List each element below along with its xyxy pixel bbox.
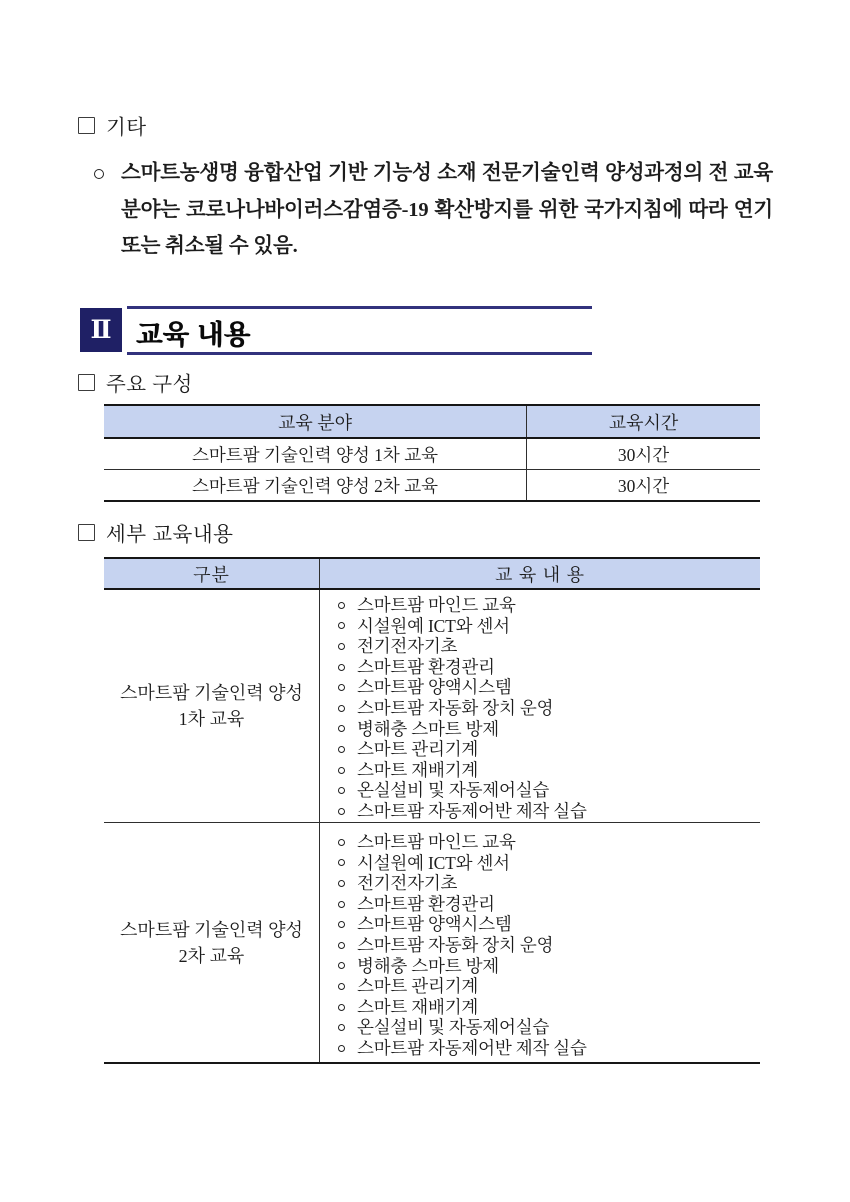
detail-col-header-content: 교 육 내 용 [494, 564, 586, 585]
table-row [104, 469, 760, 500]
circle-bullet-icon [338, 921, 345, 928]
summary-section-heading [78, 367, 193, 397]
checkbox-icon [78, 117, 95, 134]
detail-row1-items [320, 590, 760, 822]
summary-col-header-field: 교육 분야 [104, 406, 527, 437]
list-item: 스마트 관리기계 [338, 739, 754, 760]
list-item: 스마트팜 자동화 장치 운영 [338, 935, 754, 956]
circle-bullet-icon [338, 808, 345, 815]
list-item: 온실설비 및 자동제어실습 [338, 1017, 754, 1038]
detail-col-header-category: 구분 [104, 559, 320, 588]
summary-table-header-row [104, 406, 760, 439]
notice-paragraph: 스마트농생명 융합산업 기반 기능성 소재 전문기술인력 양성과정의 전 교육 분야는 코로나나바이러스감염증-19 확산방지를 위한 국가지침에 따라 연기 또는 취소될 수 있음. [121, 162, 773, 257]
list-item: 병해충 스마트 방제 [338, 956, 754, 977]
list-item: 시설원예 ICT와 센서 [338, 853, 754, 874]
section-rule-bottom [127, 352, 592, 355]
circle-bullet-icon [338, 602, 345, 609]
category-line: 스마트팜 기술인력 양성 [120, 683, 303, 703]
summary-row2-hours: 30시간 [617, 475, 670, 496]
circle-bullet-icon [338, 664, 345, 671]
detail-table-header-row [104, 559, 760, 590]
list-item: 스마트 재배기계 [338, 997, 754, 1018]
detail-section-label: 세부 교육내용 [106, 524, 234, 546]
section-rule-top [127, 306, 592, 309]
summary-section-label: 주요 구성 [106, 374, 193, 396]
list-item: 스마트 관리기계 [338, 976, 754, 997]
list-item: 스마트팜 양액시스템 [338, 677, 754, 698]
list-item: 스마트 재배기계 [338, 760, 754, 781]
circle-bullet-icon [338, 787, 345, 794]
list-item: 병해충 스마트 방제 [338, 719, 754, 740]
list-item: 전기전자기초 [338, 636, 754, 657]
circle-bullet-icon [338, 622, 345, 629]
circle-bullet-icon [338, 1045, 345, 1052]
category-line: 1차 교육 [178, 709, 245, 729]
summary-row1-field: 스마트팜 기술인력 양성 1차 교육 [104, 439, 527, 469]
circle-bullet-icon [338, 983, 345, 990]
list-item: 스마트팜 마인드 교육 [338, 595, 754, 616]
category-line: 스마트팜 기술인력 양성 [120, 919, 303, 940]
detail-table [104, 557, 760, 1064]
list-item: 스마트팜 자동제어반 제작 실습 [338, 1038, 754, 1059]
list-item: 시설원예 ICT와 센서 [338, 616, 754, 637]
circle-bullet-icon [338, 746, 345, 753]
circle-bullet-icon [338, 1004, 345, 1011]
circle-bullet-icon [338, 901, 345, 908]
table-row [104, 822, 760, 1062]
section-title: 교육 내용 [136, 320, 251, 350]
list-item: 스마트팜 마인드 교육 [338, 832, 754, 853]
checkbox-icon [78, 374, 95, 391]
detail-row2-category [104, 823, 320, 1062]
checkbox-icon [78, 524, 95, 541]
circle-bullet-icon [338, 767, 345, 774]
list-item: 스마트팜 환경관리 [338, 657, 754, 678]
list-item: 온실설비 및 자동제어실습 [338, 780, 754, 801]
circle-bullet-icon [338, 859, 345, 866]
list-item: 스마트팜 자동제어반 제작 실습 [338, 801, 754, 822]
list-item: 스마트팜 양액시스템 [338, 914, 754, 935]
circle-bullet-icon [338, 684, 345, 691]
summary-col-header-hours: 교육시간 [608, 412, 679, 433]
circle-bullet-icon [338, 705, 345, 712]
circle-bullet-icon [338, 880, 345, 887]
section-numeral-badge [80, 308, 122, 352]
table-row [104, 590, 760, 822]
table-row [104, 439, 760, 469]
list-item: 스마트팜 환경관리 [338, 894, 754, 915]
education-summary-table [104, 404, 760, 502]
detail-section-heading [78, 517, 233, 547]
other-section-heading [78, 110, 147, 140]
list-item: 스마트팜 자동화 장치 운영 [338, 698, 754, 719]
circle-bullet-icon [338, 1024, 345, 1031]
detail-row1-category [104, 590, 320, 822]
circle-bullet-icon [338, 942, 345, 949]
circle-bullet-icon [338, 643, 345, 650]
section-numeral: Ⅱ [90, 317, 112, 344]
category-line: 2차 교육 [178, 945, 245, 966]
circle-bullet-icon [338, 962, 345, 969]
summary-row2-field: 스마트팜 기술인력 양성 2차 교육 [104, 470, 527, 500]
list-item: 전기전자기초 [338, 873, 754, 894]
detail-row2-items [320, 823, 760, 1062]
other-section-label: 기타 [106, 117, 147, 139]
circle-bullet-icon [338, 839, 345, 846]
summary-row1-hours: 30시간 [617, 444, 670, 465]
circle-bullet-icon [338, 725, 345, 732]
circle-bullet-icon [94, 169, 104, 179]
